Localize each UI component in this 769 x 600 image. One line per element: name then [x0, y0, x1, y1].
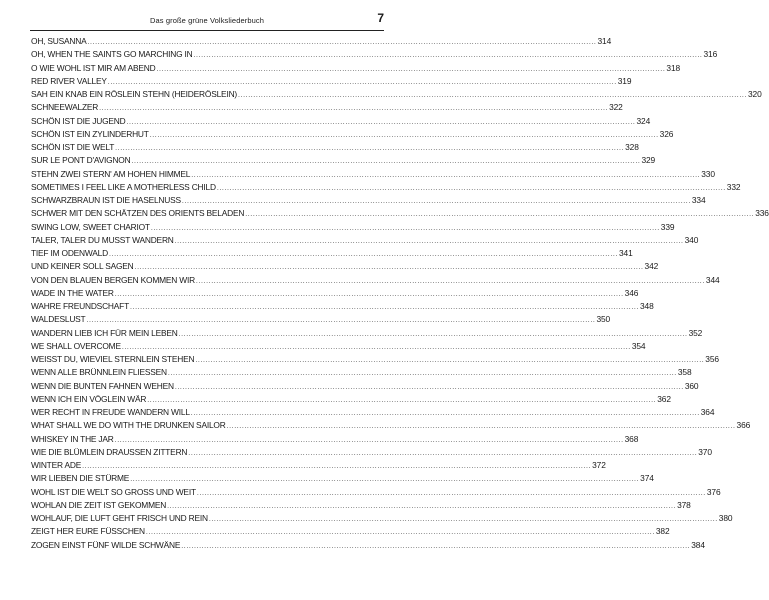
toc-entry	[31, 313, 611, 326]
toc-entry	[31, 419, 751, 432]
toc-entry-title: SCHNEEWALZER	[31, 102, 99, 113]
toc-entry	[31, 88, 762, 101]
toc-entry-page: 384	[691, 539, 705, 550]
toc-entry-page: 374	[640, 473, 654, 484]
dot-leader: ........................................................................................................................................................................................................	[108, 251, 618, 258]
toc-entry	[31, 48, 718, 61]
dot-leader: ........................................................................................................................................................................................................	[115, 145, 625, 152]
toc-entry-title: SWING LOW, SWEET CHARIOT	[31, 221, 150, 232]
toc-entry-page: 320	[747, 89, 762, 99]
dot-leader: ........................................................................................................................................................................................................	[226, 423, 736, 431]
toc-entry	[31, 101, 623, 114]
toc-entry	[31, 380, 699, 393]
toc-entry-page: 328	[625, 142, 639, 152]
toc-entry-page: 318	[666, 62, 681, 73]
toc-entry-page: 332	[726, 181, 741, 192]
toc-entry	[31, 525, 670, 538]
toc-entry-title: RED RIVER VALLEY	[31, 75, 107, 86]
dot-leader: ........................................................................................................................................................................................................	[87, 39, 597, 46]
toc-entry	[31, 141, 639, 154]
dot-leader: ........................................................................................................................................................................................................	[149, 131, 659, 139]
dot-leader: ........................................................................................................................................................................................................	[174, 383, 684, 391]
table-of-contents	[31, 35, 769, 552]
dot-leader: ........................................................................................................................................................................................................	[114, 290, 624, 298]
dot-leader: ........................................................................................................................................................................................................	[126, 118, 636, 126]
dot-leader: ........................................................................................................................................................................................................	[195, 277, 705, 285]
dot-leader: ........................................................................................................................................................................................................	[145, 529, 655, 537]
toc-entry-page: 356	[705, 354, 719, 364]
toc-entry	[31, 512, 733, 525]
toc-entry-title: SCHÖN IST DIE WELT	[31, 142, 115, 152]
toc-entry-title: WEISST DU, WIEVIEL STERNLEIN STEHEN	[31, 354, 195, 364]
toc-entry-title: WINTER ADE	[31, 460, 82, 470]
toc-entry-page: 358	[677, 367, 692, 378]
toc-entry	[31, 366, 692, 379]
toc-entry-page: 366	[736, 420, 751, 431]
toc-entry-title: ZOGEN EINST FÜNF WILDE SCHWÄNE	[31, 539, 181, 550]
toc-entry-title: OH, WHEN THE SAINTS GO MARCHING IN	[31, 49, 193, 60]
toc-entry-title: SAH EIN KNAB EIN RÖSLEIN STEHN (HEIDERÖSLEIN)	[31, 89, 238, 99]
toc-entry-title: WIR LIEBEN DIE STÜRME	[31, 473, 130, 484]
toc-entry	[31, 168, 715, 181]
dot-leader: ........................................................................................................................................................................................................	[181, 542, 691, 550]
toc-entry	[31, 207, 769, 220]
toc-entry-title: WENN ICH EIN VÖGLEIN WÄR	[31, 393, 147, 404]
dot-leader: ........................................................................................................................................................................................................	[191, 171, 701, 179]
toc-entry-page: 372	[592, 460, 606, 470]
toc-entry-title: WENN DIE BUNTEN FAHNEN WEHEN	[31, 380, 174, 391]
dot-leader: ........................................................................................................................................................................................................	[107, 78, 617, 86]
dot-leader: ........................................................................................................................................................................................................	[188, 449, 698, 457]
toc-entry-title: WAHRE FREUNDSCHAFT	[31, 301, 129, 311]
toc-entry-page: 360	[684, 380, 699, 391]
toc-entry-title: TIEF IM ODENWALD	[31, 248, 108, 258]
toc-entry-title: OH, SUSANNA	[31, 36, 87, 46]
toc-entry-title: WHISKEY IN THE JAR	[31, 433, 114, 444]
toc-entry-title: SCHWER MIT DEN SCHÄTZEN DES ORIENTS BELADEN	[31, 208, 245, 219]
toc-entry	[31, 499, 691, 512]
toc-entry-page: 329	[641, 155, 656, 166]
toc-entry-page: 370	[698, 446, 712, 457]
toc-entry-title: O WIE WOHL IST MIR AM ABEND	[31, 62, 156, 73]
dot-leader: ........................................................................................................................................................................................................	[167, 502, 677, 510]
toc-entry-page: 340	[684, 234, 699, 245]
toc-entry	[31, 327, 703, 340]
toc-entry-page: 380	[718, 513, 733, 523]
toc-entry-page: 344	[705, 274, 720, 285]
dot-leader: ........................................................................................................................................................................................................	[150, 224, 660, 232]
dot-leader: ........................................................................................................................................................................................................	[181, 198, 691, 205]
toc-entry	[31, 472, 654, 485]
dot-leader: ........................................................................................................................................................................................................	[193, 52, 703, 60]
toc-entry-page: 339	[660, 221, 675, 232]
toc-entry-title: SCHÖN IST DIE JUGEND	[31, 115, 126, 126]
toc-entry-title: WANDERN LIEB ICH FÜR MEIN LEBEN	[31, 327, 178, 338]
toc-entry-page: 376	[706, 486, 721, 497]
dot-leader: ........................................................................................................................................................................................................	[121, 343, 631, 351]
toc-entry	[31, 459, 606, 472]
toc-entry	[31, 128, 674, 141]
dot-leader: ........................................................................................................................................................................................................	[82, 463, 592, 470]
dot-leader: ........................................................................................................................................................................................................	[134, 264, 644, 272]
toc-entry	[31, 539, 705, 552]
toc-entry-page: 324	[636, 115, 651, 126]
toc-entry-title: SCHWARZBRAUN IST DIE HASELNUSS	[31, 195, 181, 205]
toc-entry	[31, 340, 646, 353]
dot-leader: ........................................................................................................................................................................................................	[129, 304, 639, 311]
toc-entry-page: 346	[624, 287, 639, 298]
dot-leader: ........................................................................................................................................................................................................	[114, 436, 624, 444]
dot-leader: ........................................................................................................................................................................................................	[178, 330, 688, 338]
dot-leader: ........................................................................................................................................................................................................	[156, 65, 666, 73]
toc-entry-title: STEHN ZWEI STERN' AM HOHEN HIMMEL	[31, 168, 191, 179]
toc-entry-page: 314	[597, 36, 612, 46]
toc-entry-title: SCHÖN IST EIN ZYLINDERHUT	[31, 128, 149, 139]
toc-entry-title: TALER, TALER DU MUSST WANDERN	[31, 234, 174, 245]
toc-entry	[31, 446, 712, 459]
toc-entry-title: WALDESLUST	[31, 314, 86, 325]
toc-entry-page: 336	[755, 208, 769, 219]
toc-entry-page: 330	[701, 168, 715, 179]
toc-entry-page: 368	[624, 433, 639, 444]
dot-leader: ........................................................................................................................................................................................................	[131, 158, 641, 166]
toc-entry-title: WADE IN THE WATER	[31, 287, 114, 298]
toc-entry	[31, 75, 632, 88]
toc-entry	[31, 287, 639, 300]
toc-entry-title: SUR LE PONT D'AVIGNON	[31, 155, 131, 166]
toc-entry	[31, 406, 715, 419]
toc-entry-title: WE SHALL OVERCOME	[31, 340, 121, 351]
toc-entry-title: SOMETIMES I FEEL LIKE A MOTHERLESS CHILD	[31, 181, 216, 192]
book-title: Das große grüne Volksliederbuch	[150, 16, 264, 25]
dot-leader: ........................................................................................................................................................................................................	[208, 516, 718, 523]
dot-leader: ........................................................................................................................................................................................................	[196, 489, 706, 497]
dot-leader: ........................................................................................................................................................................................................	[174, 237, 684, 245]
toc-entry-page: 341	[618, 248, 633, 258]
toc-entry-page: 382	[655, 526, 670, 537]
toc-entry-page: 322	[609, 102, 623, 113]
toc-entry	[31, 247, 633, 260]
toc-entry-page: 354	[631, 340, 646, 351]
toc-entry-title: UND KEINER SOLL SAGEN	[31, 261, 134, 272]
toc-entry-page: 362	[657, 393, 671, 404]
toc-entry	[31, 393, 671, 406]
toc-entry-page: 342	[644, 261, 659, 272]
dot-leader: ........................................................................................................................................................................................................	[147, 396, 657, 404]
dot-leader: ........................................................................................................................................................................................................	[190, 410, 700, 417]
dot-leader: ........................................................................................................................................................................................................	[238, 92, 747, 99]
toc-entry	[31, 260, 659, 273]
toc-entry	[31, 62, 681, 75]
toc-entry	[31, 234, 699, 247]
toc-entry-title: WHAT SHALL WE DO WITH THE DRUNKEN SAILOR	[31, 420, 226, 431]
dot-leader: ........................................................................................................................................................................................................	[245, 211, 755, 219]
toc-entry-page: 348	[639, 301, 654, 311]
toc-entry-title: WER RECHT IN FREUDE WANDERN WILL	[31, 407, 190, 417]
toc-entry	[31, 221, 675, 234]
page-header	[30, 10, 384, 31]
toc-entry-page: 319	[617, 75, 632, 86]
toc-entry-page: 378	[677, 499, 691, 510]
toc-entry	[31, 154, 656, 167]
toc-entry-title: WOHLAN DIE ZEIT IST GEKOMMEN	[31, 499, 167, 510]
dot-leader: ........................................................................................................................................................................................................	[99, 105, 609, 113]
toc-entry-page: 352	[688, 327, 703, 338]
toc-entry	[31, 194, 706, 207]
toc-entry-page: 326	[659, 128, 674, 139]
toc-entry	[31, 115, 651, 128]
page-number: 7	[377, 11, 384, 25]
toc-entry-page: 364	[700, 407, 715, 417]
toc-entry	[31, 274, 720, 287]
toc-entry	[31, 181, 741, 194]
dot-leader: ........................................................................................................................................................................................................	[216, 184, 726, 192]
toc-entry-title: ZEIGT HER EURE FÜSSCHEN	[31, 526, 145, 537]
toc-entry-title: WENN ALLE BRÜNNLEIN FLIESSEN	[31, 367, 167, 378]
toc-entry	[31, 433, 639, 446]
toc-entry-title: WOHL IST DIE WELT SO GROSS UND WEIT	[31, 486, 196, 497]
dot-leader: ........................................................................................................................................................................................................	[195, 357, 705, 364]
toc-entry	[31, 300, 654, 313]
toc-entry-title: WOHLAUF, DIE LUFT GEHT FRISCH UND REIN	[31, 513, 208, 523]
dot-leader: ........................................................................................................................................................................................................	[86, 317, 596, 325]
toc-entry-page: 316	[703, 49, 718, 60]
toc-entry	[31, 353, 719, 366]
toc-entry	[31, 35, 612, 48]
dot-leader: ........................................................................................................................................................................................................	[130, 476, 640, 484]
toc-entry-title: WIE DIE BLÜMLEIN DRAUSSEN ZITTERN	[31, 446, 188, 457]
toc-entry-page: 334	[691, 195, 706, 205]
toc-entry-title: VON DEN BLAUEN BERGEN KOMMEN WIR	[31, 274, 195, 285]
toc-entry	[31, 486, 721, 499]
dot-leader: ........................................................................................................................................................................................................	[167, 370, 677, 378]
toc-entry-page: 350	[596, 314, 611, 325]
